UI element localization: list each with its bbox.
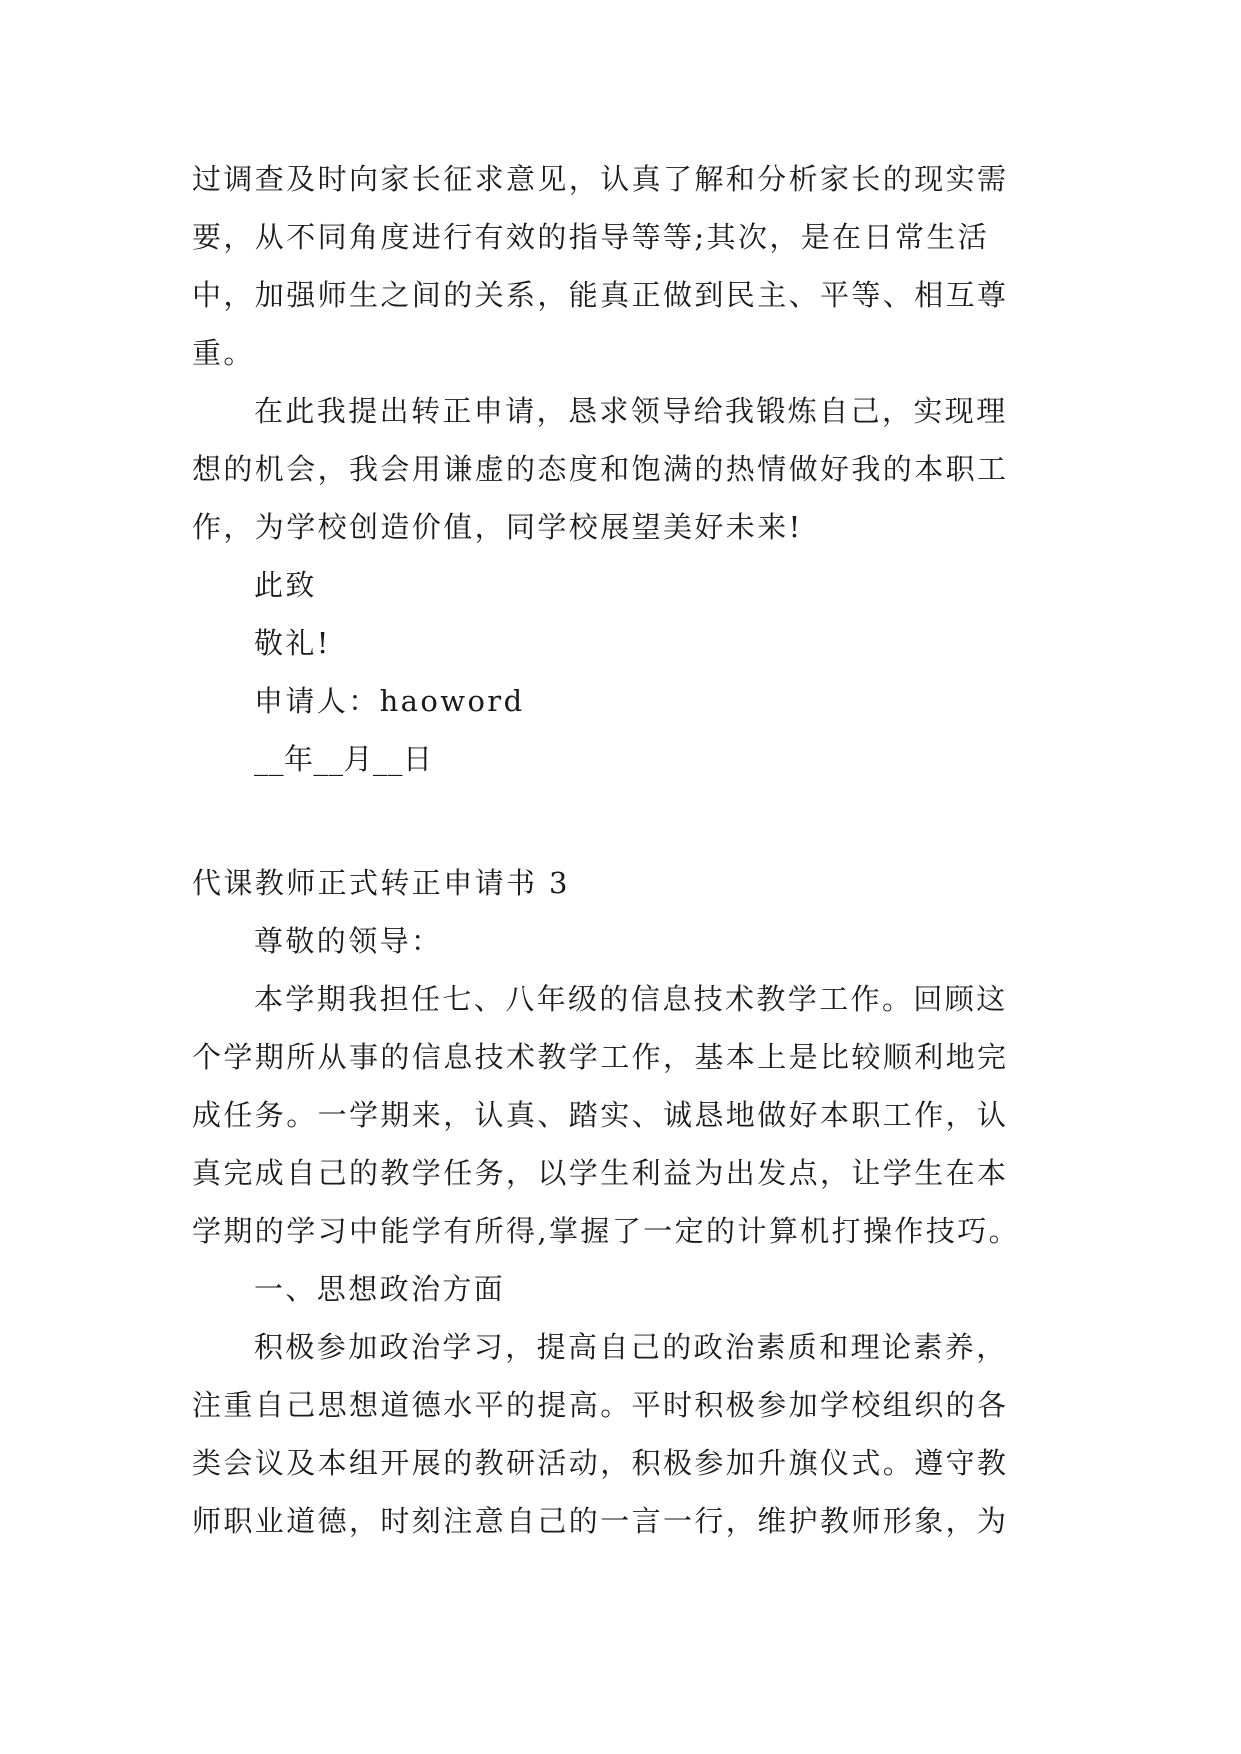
paragraph-line: 学期的学习中能学有所得,掌握了一定的计算机打操作技巧。 <box>192 1214 1021 1248</box>
paragraph-line: 类会议及本组开展的教研活动，积极参加升旗仪式。遵守教 <box>192 1446 1009 1480</box>
greeting-line: 尊敬的领导： <box>254 924 443 958</box>
paragraph-line: 在此我提出转正申请，恳求领导给我锻炼自己，实现理 <box>254 394 1008 428</box>
paragraph-line: 要，从不同角度进行有效的指导等等;其次，是在日常生活 <box>192 220 990 254</box>
paragraph-line: 本学期我担任七、八年级的信息技术教学工作。回顾这 <box>254 982 1008 1016</box>
date-line: __年__月__日 <box>254 742 433 776</box>
closing-line: 此致 <box>254 568 317 602</box>
paragraph-line: 师职业道德，时刻注意自己的一言一行，维护教师形象，为 <box>192 1504 1009 1538</box>
applicant-line: 申请人：haoword <box>254 684 525 718</box>
paragraph-line: 积极参加政治学习，提高自己的政治素质和理论素养， <box>254 1330 1008 1364</box>
paragraph-line: 作，为学校创造价值，同学校展望美好未来! <box>192 510 803 544</box>
paragraph-line: 真完成自己的教学任务，以学生利益为出发点，让学生在本 <box>192 1156 1009 1190</box>
paragraph-line: 成任务。一学期来，认真、踏实、诚恳地做好本职工作，认 <box>192 1098 1009 1132</box>
paragraph-line: 注重自己思想道德水平的提高。平时积极参加学校组织的各 <box>192 1388 1009 1422</box>
section-title: 代课教师正式转正申请书 3 <box>192 866 570 900</box>
paragraph-line: 重。 <box>192 336 255 370</box>
paragraph-line: 过调查及时向家长征求意见，认真了解和分析家长的现实需 <box>192 162 1009 196</box>
paragraph-line: 个学期所从事的信息技术教学工作，基本上是比较顺利地完 <box>192 1040 1009 1074</box>
section-body <box>192 912 1052 1550</box>
paragraph-line: 想的机会，我会用谦虚的态度和饱满的热情做好我的本职工 <box>192 452 1009 486</box>
salutation-line: 敬礼! <box>254 626 331 660</box>
previous-letter-continuation <box>192 150 1052 788</box>
subheading-line: 一、思想政治方面 <box>254 1272 506 1306</box>
paragraph-line: 中，加强师生之间的关系，能真正做到民主、平等、相互尊 <box>192 278 1009 312</box>
